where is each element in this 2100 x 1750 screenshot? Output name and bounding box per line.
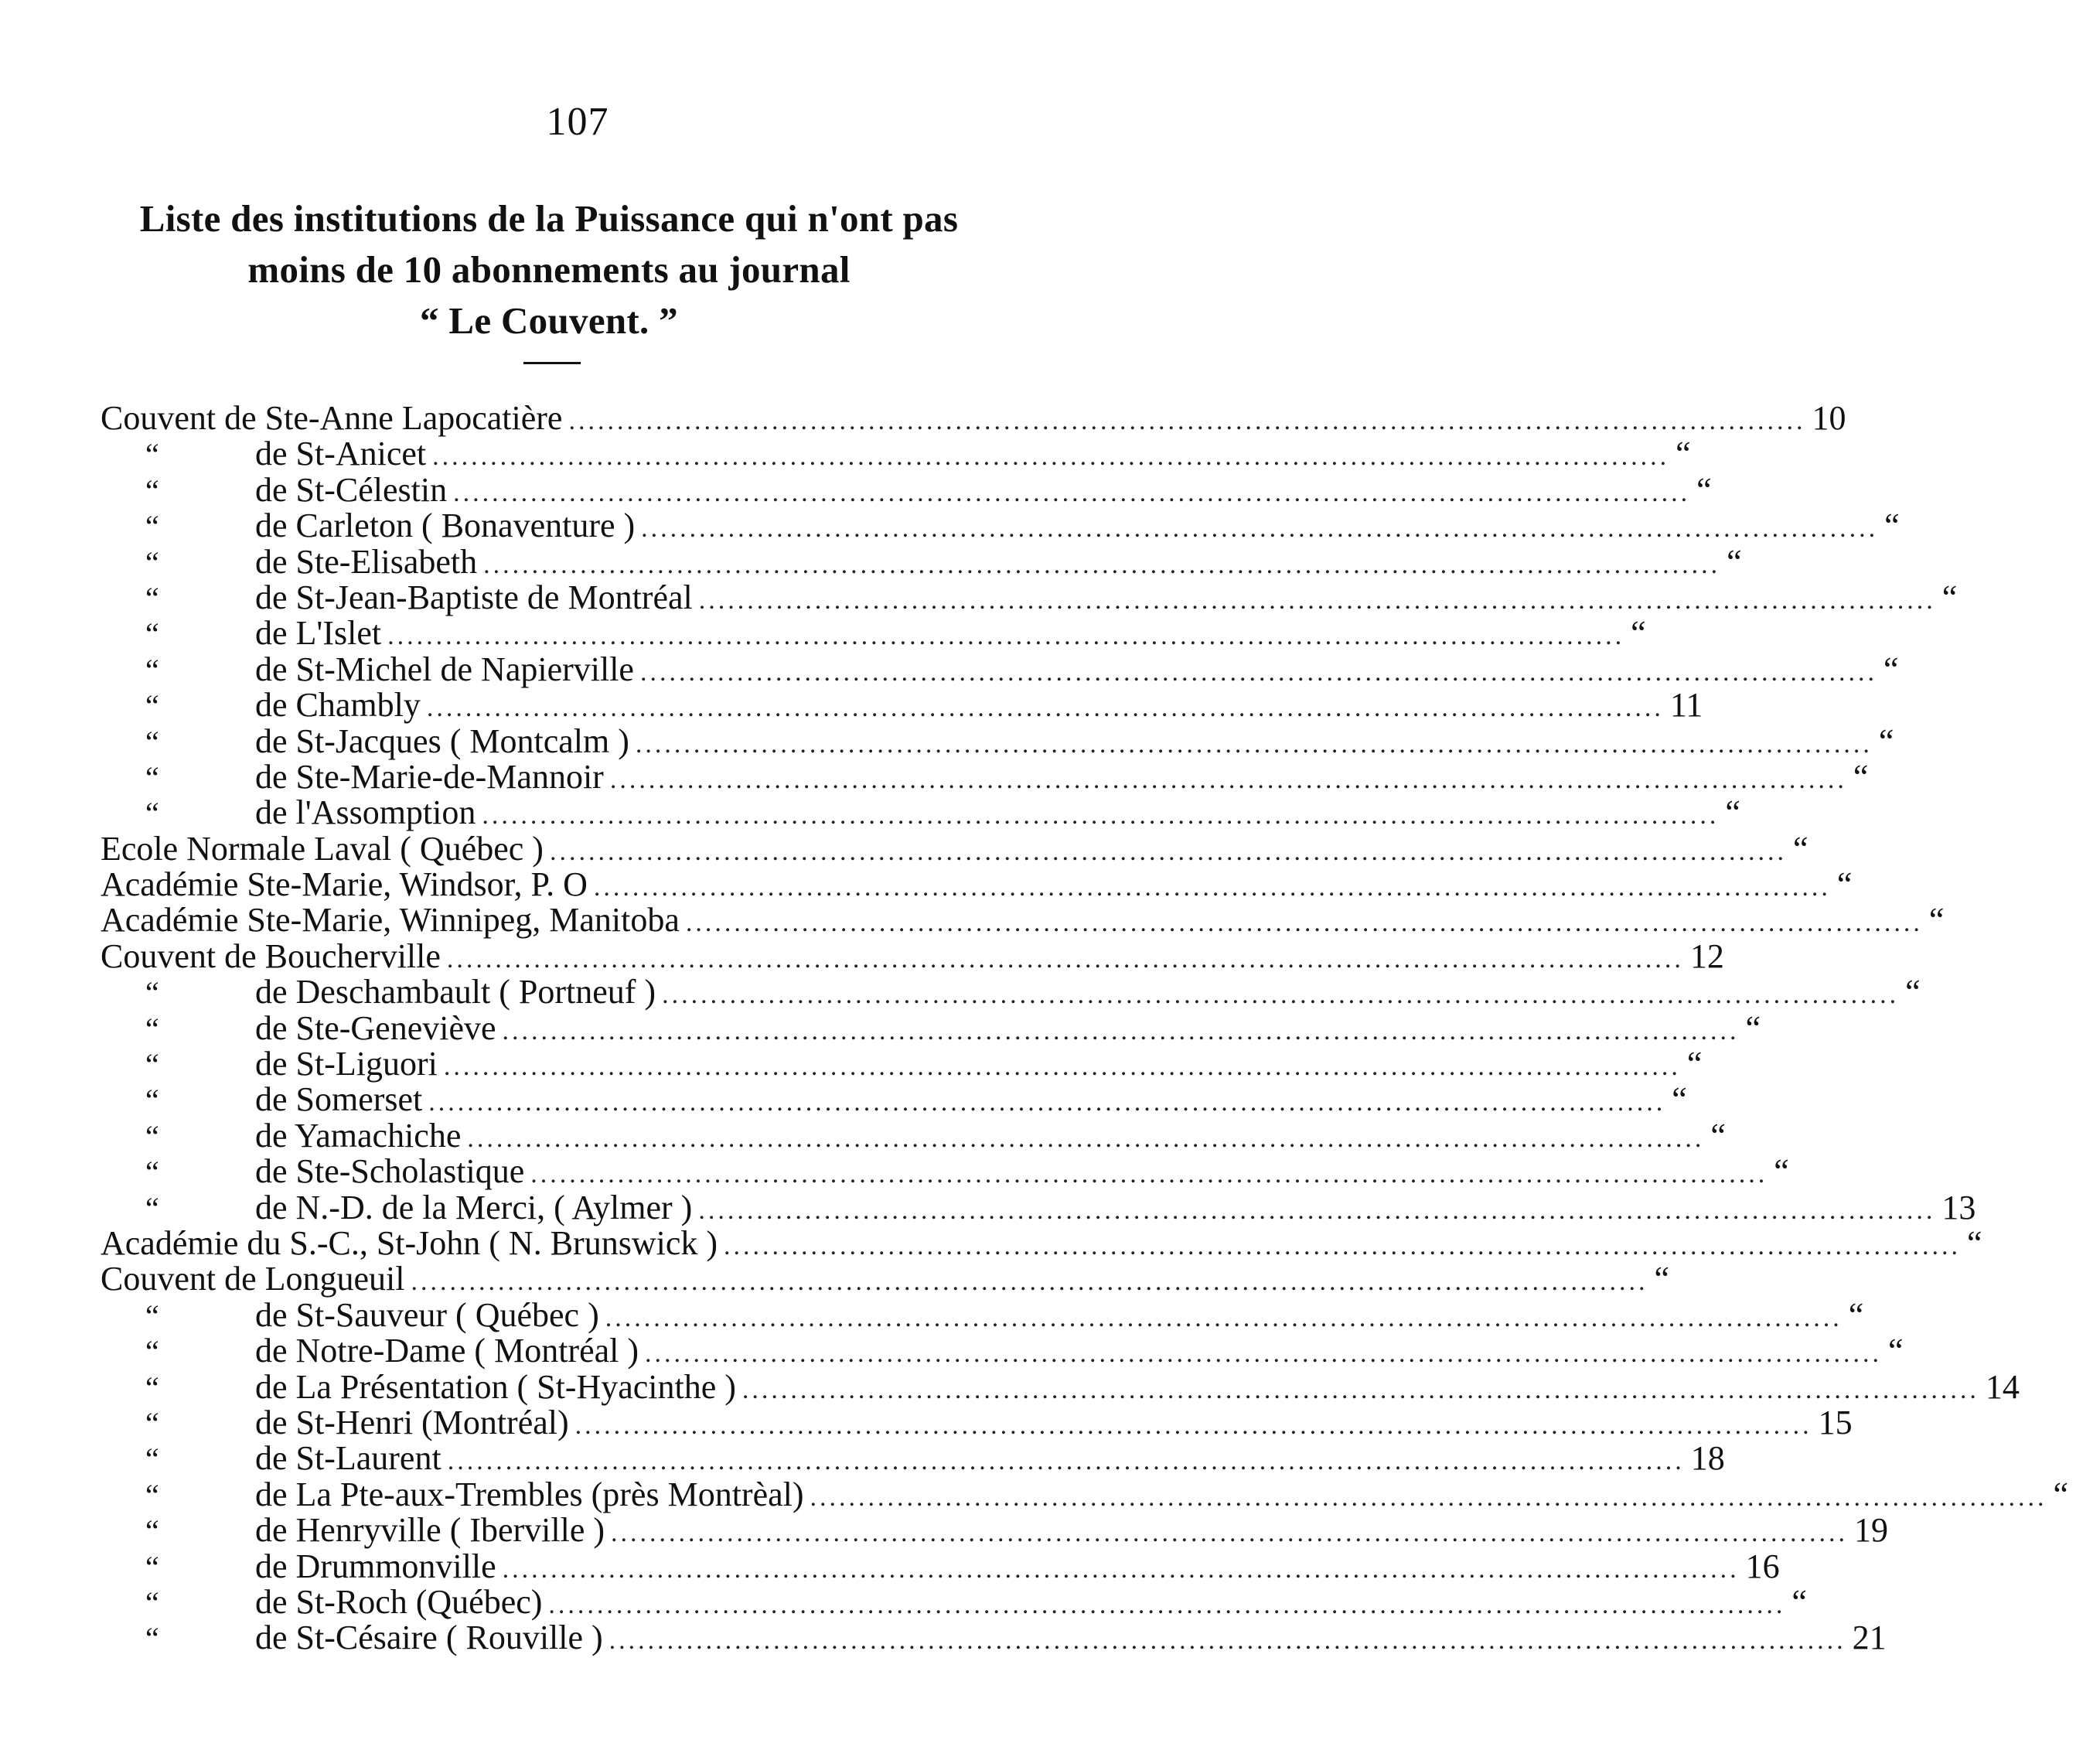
dot-leader <box>427 691 1664 726</box>
ditto-mark: “ <box>145 724 159 759</box>
list-item <box>101 865 1853 904</box>
subscription-count: “ <box>1928 901 1945 940</box>
subscription-count: “ <box>1878 721 1894 760</box>
institution-name: de Deschambault ( Portneuf ) <box>255 973 656 1011</box>
list-item <box>101 936 1724 975</box>
ditto-mark: “ <box>145 1298 159 1333</box>
dot-leader <box>686 906 1923 941</box>
list-item <box>101 578 1958 616</box>
page-title <box>85 193 1013 346</box>
ditto-mark: “ <box>145 796 159 831</box>
institution-name: de Henryville ( Iberville ) <box>255 1511 605 1550</box>
ditto-mark: “ <box>145 759 159 795</box>
subscription-count: “ <box>1853 757 1869 796</box>
institution-name: de St-Laurent <box>255 1439 441 1478</box>
institution-name: Académie Ste-Marie, Windsor, P. O <box>101 865 588 904</box>
dot-leader <box>428 1085 1665 1121</box>
title-divider <box>523 362 581 364</box>
ditto-mark: “ <box>145 652 159 687</box>
institution-name: de St-Anicet <box>255 435 427 473</box>
dot-leader <box>467 1121 1704 1157</box>
subscription-count: “ <box>1654 1260 1670 1298</box>
list-item <box>101 399 1846 437</box>
institution-name: de Ste-Marie-de-Mannoir <box>255 757 604 796</box>
subscription-count: “ <box>1686 1045 1703 1083</box>
dot-leader <box>641 511 1878 547</box>
list-item <box>101 901 1945 940</box>
list-item <box>101 1260 1670 1298</box>
subscription-count: 15 <box>1818 1403 1853 1441</box>
list-item <box>101 435 1691 473</box>
subscription-count: “ <box>1696 470 1712 509</box>
list-item <box>101 542 1742 581</box>
list-item <box>101 1475 2069 1513</box>
dot-leader <box>662 977 1899 1013</box>
subscription-count: “ <box>1725 793 1740 832</box>
list-item <box>101 1403 1853 1441</box>
subscription-count: “ <box>1791 1582 1807 1621</box>
subscription-count: “ <box>1676 435 1691 473</box>
ditto-mark: “ <box>145 472 159 508</box>
subscription-count: 14 <box>1985 1367 2020 1406</box>
dot-leader <box>448 1444 1685 1479</box>
institution-name: de Somerset <box>255 1080 423 1119</box>
institution-name: Ecole Normale Laval ( Québec ) <box>101 829 544 868</box>
subscription-count: 16 <box>1745 1547 1780 1585</box>
subscription-count: “ <box>2053 1475 2069 1513</box>
list-item <box>101 1619 1887 1657</box>
list-item <box>101 1439 1725 1478</box>
subscription-count: “ <box>1631 614 1646 653</box>
subscription-count: “ <box>1836 865 1853 904</box>
subscription-count: “ <box>1672 1080 1687 1119</box>
institution-name: de La Pte-aux-Trembles (près Montrèal) <box>255 1475 804 1513</box>
dot-leader <box>636 727 1873 762</box>
subscription-count: “ <box>1745 1008 1761 1047</box>
subscription-count: 11 <box>1669 686 1703 725</box>
dot-leader <box>698 1193 1935 1229</box>
dot-leader <box>594 870 1831 906</box>
title-line-3: “ Le Couvent. ” <box>420 299 678 342</box>
institution-name: de St-Jacques ( Montcalm ) <box>255 721 629 760</box>
institution-name: de St-Henri (Montréal) <box>255 1403 569 1441</box>
institution-name: Couvent de Boucherville <box>101 936 441 975</box>
dot-leader <box>724 1229 1961 1264</box>
ditto-mark: “ <box>145 975 159 1011</box>
subscription-count: 12 <box>1689 936 1724 975</box>
dot-leader <box>611 1516 1848 1551</box>
dot-leader <box>568 404 1805 439</box>
dot-leader <box>503 1014 1740 1049</box>
ditto-mark: “ <box>145 1370 159 1405</box>
dot-leader <box>482 798 1719 834</box>
institution-name: Académie Ste-Marie, Winnipeg, Manitoba <box>101 901 680 940</box>
institution-name: de St-Liguori <box>255 1045 438 1083</box>
subscription-count: “ <box>1792 829 1809 868</box>
dot-leader <box>610 762 1847 798</box>
institution-name: de L'Islet <box>255 614 382 653</box>
subscription-count: “ <box>1905 973 1921 1011</box>
list-item <box>101 1547 1780 1585</box>
subscription-count: 19 <box>1854 1511 1889 1550</box>
subscription-count: “ <box>1710 1116 1726 1155</box>
ditto-mark: “ <box>145 1118 159 1154</box>
title-line-2: moins de 10 abonnements au journal <box>247 248 851 291</box>
subscription-count: “ <box>1727 542 1742 581</box>
dot-leader <box>699 583 1936 619</box>
subscription-count: “ <box>1967 1223 1982 1262</box>
institution-name: de St-Jean-Baptiste de Montréal <box>255 578 693 616</box>
dot-leader <box>605 1301 1843 1336</box>
institution-name: de Ste-Geneviève <box>255 1008 496 1047</box>
institution-name: de Carleton ( Bonaventure ) <box>255 507 636 545</box>
institution-name: de St-Michel de Napierville <box>255 650 634 688</box>
ditto-mark: “ <box>145 1405 159 1441</box>
list-item <box>101 1152 1789 1191</box>
list-item <box>101 686 1703 725</box>
list-item <box>101 1332 1904 1370</box>
list-item <box>101 829 1809 868</box>
ditto-mark: “ <box>145 509 159 544</box>
ditto-mark: “ <box>145 580 159 616</box>
dot-leader <box>444 1049 1681 1085</box>
institution-name: de N.-D. de la Merci, ( Aylmer ) <box>255 1188 693 1226</box>
dot-leader <box>411 1264 1648 1300</box>
subscription-count: “ <box>1883 650 1899 688</box>
institution-name: de La Présentation ( St-Hyacinthe ) <box>255 1367 736 1406</box>
list-item <box>101 650 1899 688</box>
list-item <box>101 1511 1889 1550</box>
list-item <box>101 1116 1726 1155</box>
subscription-count: “ <box>1884 507 1900 545</box>
dot-leader <box>575 1408 1812 1444</box>
dot-leader <box>645 1336 1882 1372</box>
list-item <box>101 614 1646 653</box>
subscription-count: 18 <box>1690 1439 1725 1478</box>
ditto-mark: “ <box>145 544 159 580</box>
ditto-mark: “ <box>145 1585 159 1620</box>
ditto-mark: “ <box>145 1334 159 1370</box>
institution-name: de Notre-Dame ( Montréal ) <box>255 1332 639 1370</box>
subscription-count: “ <box>1941 578 1958 616</box>
institution-name: Académie du S.-C., St-John ( N. Brunswick ) <box>101 1223 718 1262</box>
dot-leader <box>453 476 1690 511</box>
list-item <box>101 1223 1982 1262</box>
dot-leader <box>530 1157 1768 1192</box>
ditto-mark: “ <box>145 1011 159 1046</box>
list-item <box>101 757 1869 796</box>
dot-leader <box>387 619 1624 654</box>
dot-leader <box>483 548 1720 583</box>
list-item <box>101 1188 1976 1226</box>
ditto-mark: “ <box>145 1047 159 1083</box>
institution-name: de St-Roch (Québec) <box>255 1582 543 1621</box>
institution-name: de Ste-Scholastique <box>255 1152 525 1191</box>
institution-name: de St-Césaire ( Rouville ) <box>255 1619 603 1657</box>
subscription-count: “ <box>1848 1295 1864 1334</box>
list-item <box>101 973 1921 1011</box>
dot-leader <box>503 1552 1740 1588</box>
subscription-count: “ <box>1774 1152 1789 1191</box>
institution-name: de Ste-Elisabeth <box>255 542 478 581</box>
ditto-mark: “ <box>145 1549 159 1585</box>
dot-leader <box>432 439 1669 475</box>
subscription-count: 21 <box>1852 1619 1887 1657</box>
ditto-mark: “ <box>145 1513 159 1549</box>
dot-leader <box>742 1373 1979 1408</box>
list-item <box>101 1582 1807 1621</box>
dot-leader <box>550 834 1787 870</box>
page-number: 107 <box>546 100 609 144</box>
subscription-count: “ <box>1888 1332 1904 1370</box>
list-item <box>101 793 1740 832</box>
dot-leader <box>548 1588 1785 1623</box>
institution-name: de Chambly <box>255 686 421 725</box>
ditto-mark: “ <box>145 1477 159 1513</box>
institution-name: de Yamachiche <box>255 1116 462 1155</box>
institution-name: de St-Célestin <box>255 470 448 509</box>
list-item <box>101 1295 1864 1334</box>
list-item <box>101 1045 1703 1083</box>
institution-list <box>101 399 2069 1657</box>
institution-name: Couvent de Longueuil <box>101 1260 405 1298</box>
ditto-mark: “ <box>145 1621 159 1656</box>
list-item <box>101 1080 1687 1119</box>
list-item <box>101 1008 1761 1047</box>
ditto-mark: “ <box>145 616 159 652</box>
ditto-mark: “ <box>145 1190 159 1226</box>
list-item <box>101 507 1900 545</box>
ditto-mark: “ <box>145 1083 159 1118</box>
list-item <box>101 470 1712 509</box>
institution-name: Couvent de Ste-Anne Lapocatière <box>101 399 563 437</box>
ditto-mark: “ <box>145 437 159 472</box>
ditto-mark: “ <box>145 688 159 724</box>
institution-name: de St-Sauveur ( Québec ) <box>255 1295 599 1334</box>
ditto-mark: “ <box>145 1441 159 1477</box>
subscription-count: 10 <box>1812 399 1846 437</box>
institution-name: de l'Assomption <box>255 793 476 832</box>
ditto-mark: “ <box>145 1155 159 1190</box>
dot-leader <box>609 1623 1846 1659</box>
list-item <box>101 721 1894 760</box>
institution-name: de Drummonville <box>255 1547 496 1585</box>
title-line-1: Liste des institutions de la Puissance qui n'ont pas <box>139 197 959 240</box>
subscription-count: 13 <box>1941 1188 1976 1226</box>
list-item <box>101 1367 2020 1406</box>
